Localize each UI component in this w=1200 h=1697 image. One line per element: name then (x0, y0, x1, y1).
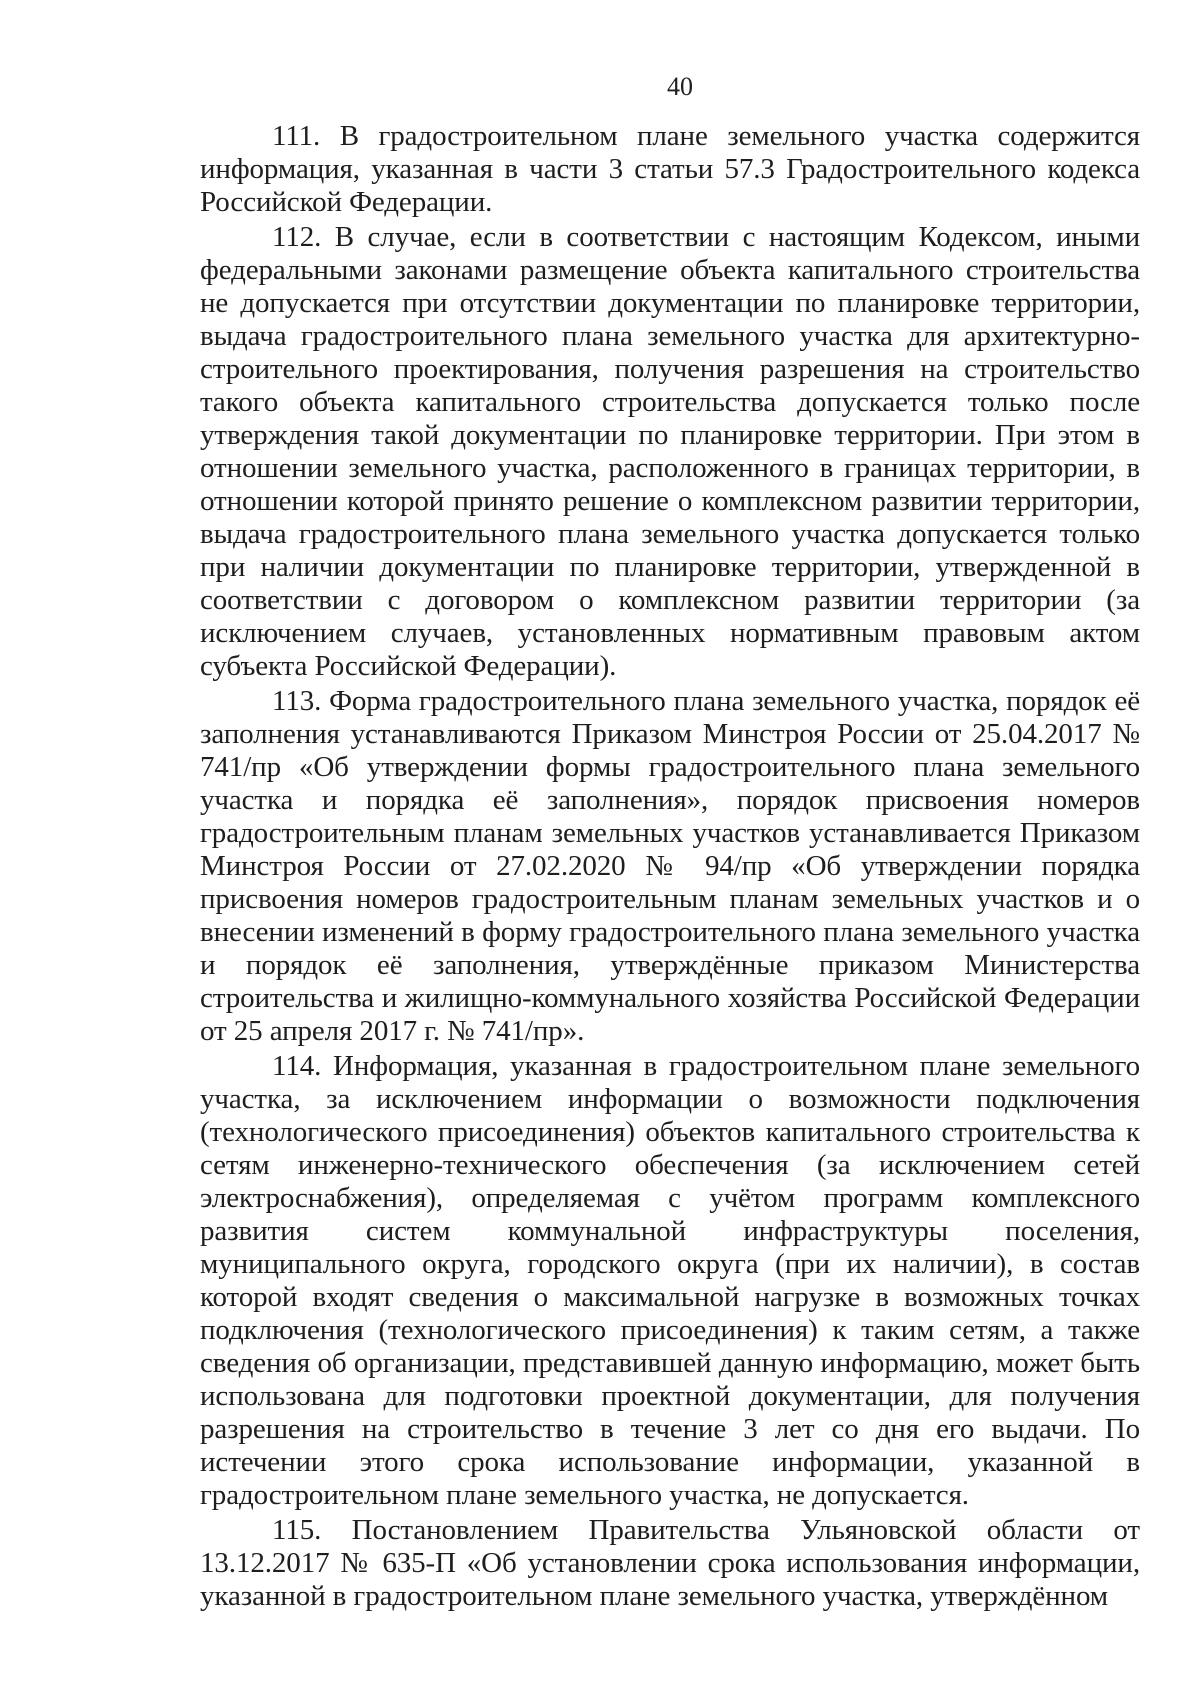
paragraph-111: 111. В градостроительном плане земельного участка содержится информация, указанная в части 3 статьи 57.3 Градостроительного кодекса Российской Федерации. (200, 120, 1140, 218)
paragraph-113: 113. Форма градостроительного плана земельного участка, порядок её заполнения устанавливаются Приказом Минстроя России от 25.04.2017 № 741/пр «Об утверждении формы градостроительного плана земельного участка и порядка её заполнения», порядок присвоения номеров градостроительным планам земельных участков устанавливается Приказом Минстроя России от 27.02.2020 № 94/пр «Об утверждении порядка присвоения номеров градостроительным планам земельных участков и о внесении изменений в форму градостроительного плана земельного участка и порядок её заполнения, утверждённые приказом Министерства строительства и жилищно-коммунального хозяйства Российской Федерации от 25 апреля 2017 г. № 741/пр». (200, 685, 1140, 1047)
page-number: 40 (667, 72, 693, 101)
document-body (200, 120, 1140, 1615)
paragraph-115: 115. Постановлением Правительства Ульяновской области от 13.12.2017 № 635-П «Об установлении срока использования информации, указанной в градостроительном плане земельного участка, утверждённом (200, 1514, 1140, 1612)
paragraph-112: 112. В случае, если в соответствии с настоящим Кодексом, иными федеральными законами размещение объекта капитального строительства не допускается при отсутствии документации по планировке территории, выдача градостроительного плана земельного участка для архитектурно-строительного проектирования, получения разрешения на строительство такого объекта капитального строительства допускается только после утверждения такой документации по планировке территории. При этом в отношении земельного участка, расположенного в границах территории, в отношении которой принято решение о комплексном развитии территории, выдача градостроительного плана земельного участка допускается только при наличии документации по планировке территории, утвержденной в соответствии с договором о комплексном развитии территории (за исключением случаев, установленных нормативным правовым актом субъекта Российской Федерации). (200, 221, 1140, 682)
paragraph-114: 114. Информация, указанная в градостроительном плане земельного участка, за исключением информации о возможности подключения (технологического присоединения) объектов капитального строительства к сетям инженерно-технического обеспечения (за исключением сетей электроснабжения), определяемая с учётом программ комплексного развития систем коммунальной инфраструктуры поселения, муниципального округа, городского округа (при их наличии), в состав которой входят сведения о максимальной нагрузке в возможных точках подключения (технологического присоединения) к таким сетям, а также сведения об организации, представившей данную информацию, может быть использована для подготовки проектной документации, для получения разрешения на строительство в течение 3 лет со дня его выдачи. По истечении этого срока использование информации, указанной в градостроительном плане земельного участка, не допускается. (200, 1050, 1140, 1511)
